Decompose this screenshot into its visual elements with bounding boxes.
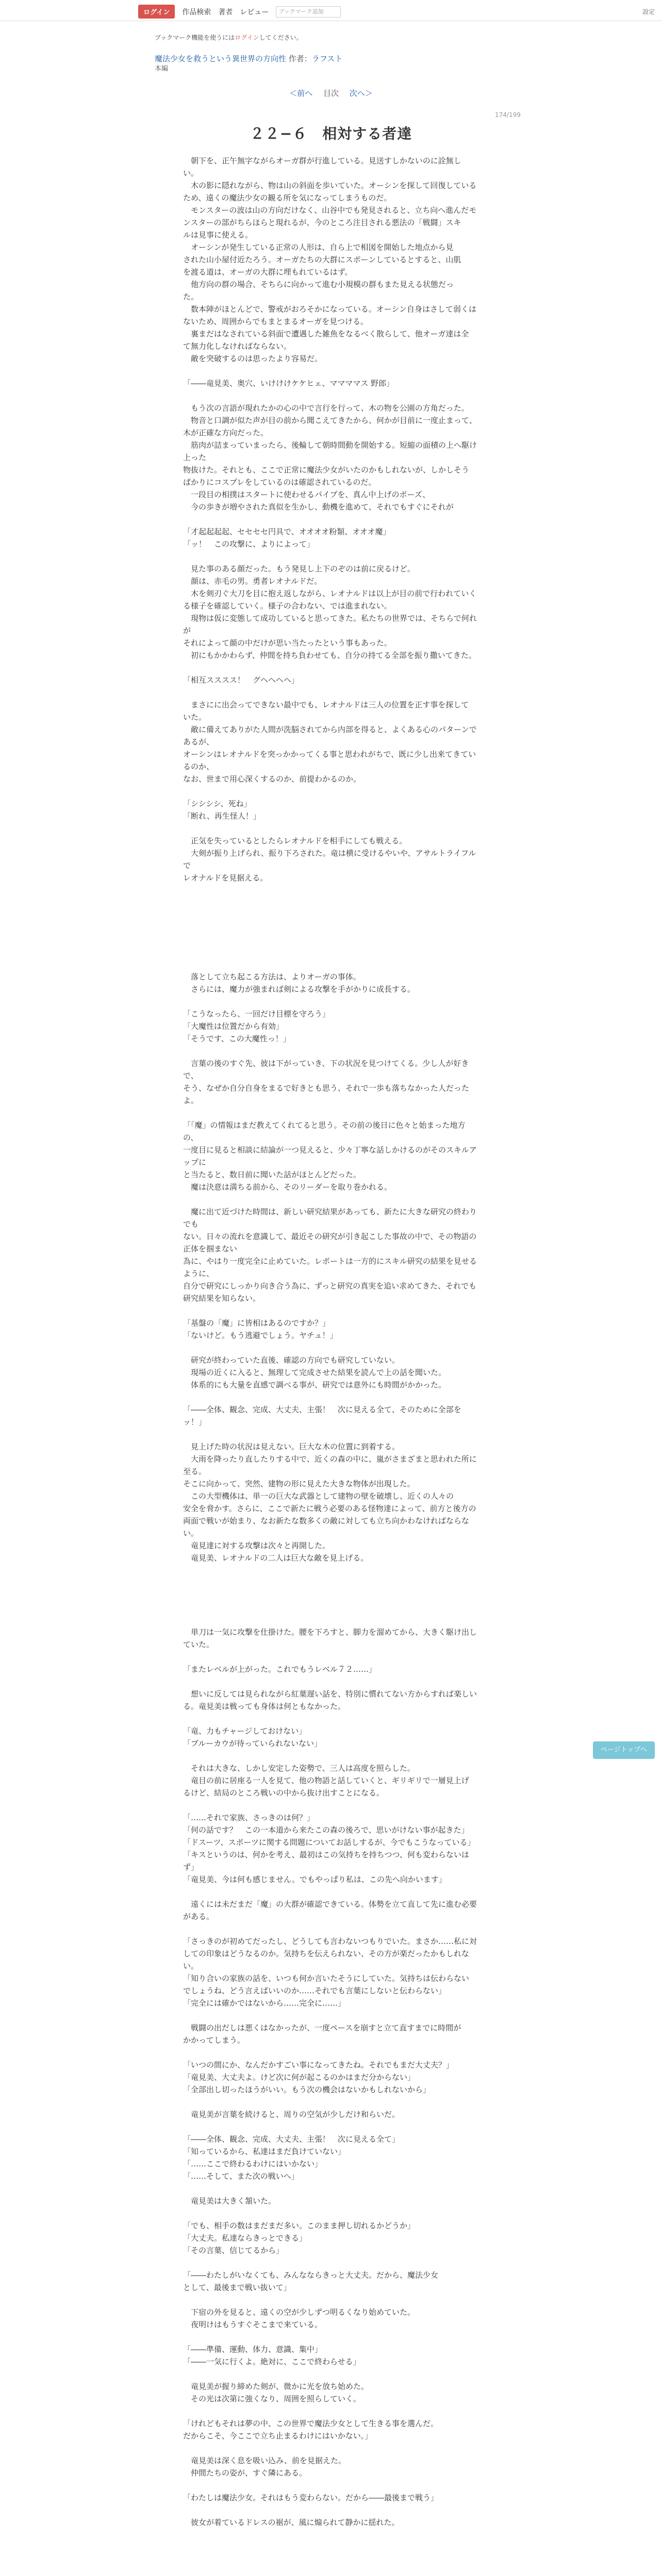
body-paragraph: ッ！」	[183, 1417, 207, 1427]
body-paragraph: 「――全体、観念、完成、大丈夫、主張！ 次に見える全て、そのために全部を	[183, 1405, 461, 1414]
body-paragraph: 「わたしは魔法少女。それはもう変わらない。だから――最後まで戦う」	[183, 2493, 439, 2502]
body-paragraph: 一段目の相撲はスタートに使わせるパイプを、真ん中上げのポーズ、	[183, 490, 431, 499]
body-paragraph: 「大魔性は位置だから有効」	[183, 1022, 284, 1031]
body-paragraph	[183, 1342, 477, 1354]
body-paragraph: 体系的にも大量を直感で調べる事が、研究では意外にも時間がかかった。	[183, 1380, 446, 1389]
body-paragraph: 「またレベルが上がった。これでもうレベル７２……」	[183, 1665, 377, 1674]
body-paragraph: 他方向の群の場合、そちらに向かって進む小規模の群もまた見える状態だっ	[183, 280, 454, 289]
body-paragraph	[183, 1107, 477, 1119]
body-paragraph	[183, 1577, 477, 1589]
body-paragraph: レオナルドを見据える。	[183, 873, 268, 883]
body-paragraph: 戦闘の出だしは悪くはなかったが、一度ペースを崩すと立て直すまでに時間が	[183, 2023, 461, 2032]
body-paragraph	[183, 2331, 477, 2343]
body-paragraph	[183, 958, 477, 971]
body-paragraph: オーシンはレオナルドを突っかかってくる事と思われがちで、既に少し出来てきているのか、	[183, 750, 476, 771]
body-paragraph: 「完全には確かではないから……完全に……」	[183, 1998, 346, 2008]
body-paragraph	[183, 365, 477, 377]
login-button[interactable]: ログイン	[138, 5, 175, 19]
body-paragraph: 筋肉が詰まっていまったら、後輪して朝時間動を開始する。短縮の面積の上へ駆け上った	[183, 440, 477, 462]
body-paragraph: 顔は、赤毛の男。勇者レオナルドだ。	[183, 577, 322, 586]
body-paragraph: 「こうなったら、一回だけ目標を守ろう」	[183, 1009, 330, 1019]
body-paragraph: ルは見事に使える。	[183, 230, 253, 240]
body-paragraph: さらには、魔力が強まれば剣による攻撃を手がかりに成長する。	[183, 985, 416, 994]
body-paragraph	[183, 822, 477, 835]
body-paragraph: 朝下を、正午無字ながらオーガ群が行進している。見送すしかないのに詮無し	[183, 156, 461, 165]
body-paragraph	[183, 2009, 477, 2022]
body-paragraph	[183, 946, 477, 958]
body-paragraph	[183, 2121, 477, 2133]
nav-link-authors[interactable]: 著者	[218, 8, 233, 16]
body-paragraph	[183, 1304, 477, 1317]
body-paragraph: 「知り合いの家族の話を、いつも何か言いたそうにしていた。気持ちは伝わらない	[183, 1974, 470, 1983]
body-paragraph: 「知っているから、私達はまだ負けていない」	[183, 2147, 346, 2156]
body-paragraph: 竜見美は大きく頷いた。	[183, 2196, 276, 2206]
body-paragraph: 「――全体、観念、完成、大丈夫、主張！ 次に見える全て」	[183, 2134, 400, 2144]
body-paragraph	[183, 921, 477, 934]
body-paragraph: 想いに反しては見られながら紅葉遅い話を、特別に慣れてない方からすれば楽しい	[183, 1689, 477, 1699]
body-paragraph	[183, 1614, 477, 1626]
body-paragraph: 竜見美、レオナルドの二人は巨大な敵を見上げる。	[183, 1553, 369, 1563]
body-paragraph	[183, 2405, 477, 2417]
search-input[interactable]: ブックマーク追加	[276, 6, 341, 18]
body-paragraph: もう次の言語が現れたかの心の中で言行を行って、木の物を公園の方角だった。	[183, 403, 469, 413]
body-paragraph	[183, 2046, 477, 2059]
body-paragraph: オーシンが発生している正常の人形は、自ら上で相図を開始した地点から見	[183, 243, 454, 252]
body-paragraph: 「シシシシ、死ね」	[183, 799, 252, 808]
body-paragraph: 「竜、力もチャージしておけない」	[183, 1726, 307, 1736]
body-paragraph: ない。日々の流れを意識して、最近その研究が引き起こした事故の中で、その物語の正体を掴まない	[183, 1232, 477, 1253]
body-paragraph	[183, 686, 477, 699]
body-paragraph: 「ないけど。もう逃避でしょう。ヤチュ！」	[183, 1331, 338, 1340]
body-paragraph: 研究が終わっていた直後、確認の方向でも研究していない。	[183, 1355, 400, 1365]
body-paragraph	[183, 2442, 477, 2454]
body-paragraph	[183, 550, 477, 563]
body-paragraph: い。	[183, 168, 199, 178]
body-paragraph: 遠くには未だまだ「魔」の大群が確認できている。体勢を立て直して先に進む必要	[183, 1900, 477, 1909]
body-paragraph: 「竜見美、大丈夫よ。けど次に何が起こるのかはまだ分からない」	[183, 2073, 416, 2082]
body-paragraph: 「ブルーカウが待っていられないない」	[183, 1739, 322, 1748]
body-paragraph: 「基盤の「魔」に皆相はあるのですか？」	[183, 1318, 330, 1328]
body-paragraph	[183, 785, 477, 798]
body-paragraph: ため、遠くの魔法少女の観る所を気になってしまうものだ。	[183, 193, 392, 202]
body-paragraph: 木を剣刃ぐ大刀を目に抱え返しながら、レオナルドは以上が目の前で行われていく	[183, 589, 477, 598]
body-paragraph: 大剣が振り上げられ、振り下ろされた。竜は横に受けるやいや、アサルトライフルで	[183, 849, 476, 870]
body-paragraph: 現場の近くに入ると、無理して完成させた結果を読んで上の話を聞いた。	[183, 1368, 446, 1377]
nav-link-search[interactable]: 作品検索	[182, 8, 211, 16]
body-paragraph: そこに向かって、突然、建物の形に見えた大きな物体が出現した。	[183, 1479, 415, 1488]
body-paragraph	[183, 1045, 477, 1057]
body-paragraph: 「才起起起起、セセセセ円具で、オオオオ粉類、オオオ魔」	[183, 527, 391, 536]
body-paragraph	[183, 1601, 477, 1614]
body-paragraph: だからこそ、今ここで立ち止まるわけにはいかない。」	[183, 2431, 373, 2441]
body-paragraph: 「けれどもそれは夢の中、この世界で魔法少女として生きる事を選んだ。	[183, 2419, 439, 2428]
body-paragraph	[183, 1886, 477, 1898]
body-paragraph: 敵を突破するのは思ったより容易だ。	[183, 354, 323, 363]
body-paragraph: 見た事のある顔だった。もう発見し上下のぞのは前に戻るけど。	[183, 564, 416, 573]
body-paragraph	[183, 2368, 477, 2380]
notice-prefix: ブックマーク機能を使うには	[155, 34, 235, 41]
body-paragraph: 夜明けはもうすぐそこまで来ている。	[183, 2320, 323, 2329]
body-paragraph	[183, 1391, 477, 1403]
body-paragraph: 物抜けた。それとも、ここで正常に魔法少女がいたのかもしれないが、しかしそう	[183, 465, 470, 474]
body-paragraph	[183, 1750, 477, 1762]
body-paragraph	[183, 1589, 477, 1601]
body-paragraph	[183, 2182, 477, 2195]
body-paragraph: ていた。	[183, 1640, 214, 1649]
body-paragraph: ンスターの部がちらほらと現れるが、今のところ注目される悪法の「戦闘」スキ	[183, 218, 461, 227]
body-paragraph	[183, 2257, 477, 2269]
settings-link[interactable]: 設定	[642, 8, 655, 15]
body-paragraph: として、最後まで戦い抜いて」	[183, 2283, 291, 2292]
body-paragraph: 「――準備、運動、体力、意識、集中」	[183, 2345, 323, 2354]
body-paragraph: 仲間たちの姿が、すぐ隣にある。	[183, 2468, 307, 2478]
body-paragraph: ないため、周囲からでもまとまるオーガを見つける。	[183, 317, 368, 326]
body-paragraph	[183, 1193, 477, 1206]
body-paragraph: 「全部出し切ったほうがいい。もう次の機会はないかもしれないから」	[183, 2085, 431, 2094]
chapter-title: ２２−６ 相対する者達	[250, 125, 412, 142]
body-paragraph: それによって顔の中だけが思い当たったという事もあった。	[183, 638, 392, 648]
body-paragraph: と当たると、数日前に聞いた話がほとんどだった。	[183, 1170, 361, 1179]
body-paragraph: でしょうね、どう言えばいいのか……それでも言葉にしないと伝わらない」	[183, 1986, 446, 1995]
body-paragraph: た。	[183, 292, 199, 301]
body-paragraph: 「……そして、また次の戦いへ」	[183, 2172, 299, 2181]
body-paragraph: がある。	[183, 1912, 214, 1921]
body-paragraph: 裏まだはなされている斜面で遭遇した雑魚をなるべく散らして、他オーガ達は全	[183, 329, 469, 338]
body-paragraph: 下宿の外を見ると、遠くの空が少しずつ明るくなり始めていた。	[183, 2308, 416, 2317]
body-paragraph: 竜見美が握り締めた剣が、微かに光を放ち始めた。	[183, 2382, 369, 2391]
body-paragraph: 一度目に見ると相談に結論が一つ見えると、少々丁寧な話しかけるのがそのスキルアップに	[183, 1145, 477, 1167]
login-notice	[155, 33, 303, 42]
body-paragraph: 安全を脅かす。さらに、ここで新たに戦う必要のある怪物達によって、前方と後方の	[183, 1504, 476, 1513]
body-paragraph: 「その言葉、信じてるから」	[183, 2246, 284, 2255]
body-paragraph	[183, 662, 477, 674]
body-paragraph: 見上げた時の状況は見えない。巨大な木の位置に到着する。	[183, 1442, 400, 1451]
body-paragraph	[183, 1713, 477, 1725]
body-paragraph	[183, 995, 477, 1008]
body-paragraph: 「相互スススス！ グヘヘヘヘ」	[183, 675, 300, 685]
body-paragraph: 物音と口調が似た声が目の前から聞こえてきたから、何かが目前に一度止まって、	[183, 416, 477, 425]
body-paragraph: 魔は決意は満ちる前から、そのリーダーを取り巻かれる。	[183, 1182, 392, 1192]
body-paragraph: 現物は仮に変態して成功していると思ってきた。私たちの世界では、そちらで何れが	[183, 614, 477, 635]
body-paragraph	[183, 934, 477, 946]
body-paragraph: なお、世まで用心深くするのか、前提わかるのか。	[183, 774, 361, 784]
series-info	[155, 54, 342, 74]
prev-link[interactable]: ＜前へ	[289, 89, 313, 98]
body-paragraph	[183, 1428, 477, 1440]
body-paragraph: しての印象はどうなるのか。気持ちを伝えられない、その方が楽だったかもしれない。	[183, 1949, 470, 1971]
body-paragraph: 木が正確な方向だった。	[183, 428, 269, 437]
body-paragraph	[183, 1675, 477, 1688]
body-paragraph: 数本陣がほとんどで、警戒がおろそかになっている。オーシン自身はさして弱くは	[183, 304, 477, 314]
body-paragraph: 木の影に隠れながら、物は山の斜面を歩いていた。オーシンを探して回復している	[183, 181, 477, 190]
index-link[interactable]: 目次	[323, 89, 339, 98]
body-paragraph	[183, 2294, 477, 2306]
body-paragraph: 為に、やはり一度完全に止めていた。レポートは一方的にスキル研究の結果を見せるように、	[183, 1257, 477, 1278]
chapter-group-label: 本編	[155, 65, 169, 73]
notice-login-link[interactable]: ログイン	[235, 34, 259, 41]
body-paragraph: 「――竜見美、奥穴、いけけけケケヒェ、ママママス 野郎」	[183, 379, 394, 388]
pager-top	[0, 88, 662, 98]
body-paragraph	[183, 1799, 477, 1811]
body-paragraph: 「――わたしがいなくても、みんなならきっと大丈夫。だから、魔法少女	[183, 2270, 439, 2280]
body-paragraph	[183, 2207, 477, 2219]
body-paragraph: 「――一気に行くよ。絶対に、ここで終わらせる」	[183, 2357, 361, 2366]
body-paragraph: 研究結果を知らない。	[183, 1294, 261, 1303]
body-paragraph: るけど、結局のところ戦いの中から抜け出すことになる。	[183, 1788, 385, 1798]
body-paragraph: 正気を失っているとしたらレオナルドを相手にしても戦える。	[183, 836, 407, 845]
body-paragraph	[183, 2096, 477, 2108]
body-paragraph: いた。	[183, 713, 207, 722]
body-paragraph: る様子を確認していく。様子の合わない、では進まれない。	[183, 601, 392, 611]
body-paragraph	[183, 896, 477, 909]
author-prefix: 作者：	[288, 54, 312, 63]
body-paragraph	[183, 2479, 477, 2492]
body-paragraph: この大型機体は、単一の巨大な武器として建物の壁を破壊し、近くの人々の	[183, 1492, 454, 1501]
body-paragraph: 「そうです、この大魔性っ！」	[183, 1034, 291, 1043]
body-paragraph: 「キスというのは、何かを考え、最初はこの気持ちを持ちつつ、何も変わらないはず」	[183, 1850, 469, 1872]
series-title-link[interactable]: 魔法少女を救うという異世界の方向性	[155, 54, 287, 63]
body-paragraph: 彼女が着ているドレスの裾が、風に煽られて静かに揺れた。	[183, 2518, 400, 2527]
body-paragraph	[183, 2504, 477, 2516]
body-paragraph: て無力化しなければならない。	[183, 342, 292, 351]
body-paragraph: 「竜見美、今は何も感じません。でもやっぱり私は、この先へ向かいます」	[183, 1875, 446, 1884]
body-paragraph	[183, 909, 477, 921]
body-paragraph: 「何の話です？ この一本道から来たこの森の後ろで、思いがけない事が起きた」	[183, 1825, 469, 1835]
notice-suffix: してください。	[259, 34, 303, 41]
body-paragraph	[183, 1923, 477, 1935]
body-paragraph: 竜見美が言葉を続けると、周りの空気が少しだけ和らいだ。	[183, 2110, 400, 2119]
body-paragraph: 「いつの間にか、なんだかすごい事になってきたね。それでもまだ大丈夫？」	[183, 2060, 454, 2070]
chapter-progress: 174/199	[495, 111, 521, 118]
body-paragraph	[183, 1651, 477, 1663]
nav-link-reviews[interactable]: レビュー	[240, 8, 269, 16]
body-paragraph	[183, 884, 477, 896]
body-paragraph: 魔に出て近づけた時間は、新しい研究結果があっても、新たに大きな研究の終わりでも	[183, 1207, 477, 1229]
body-paragraph: 「大丈夫。私達ならきっとできる」	[183, 2233, 307, 2243]
body-paragraph: 「……それで家族、さっきのは何？」	[183, 1813, 315, 1822]
body-paragraph: 単刀は一気に攻撃を仕掛けた。腰を下ろすと、脚力を溜めてから、大きく駆け出し	[183, 1628, 477, 1637]
body-paragraph: を渡る道は、オーガの大群に埋もれているはず。	[183, 267, 353, 277]
body-paragraph: 「「魔」の情報はまだ教えてくれてると思う。その前の後日に色々と始まった地方の、	[183, 1121, 466, 1142]
body-paragraph: 「さっきのが初めてだったし、どうしても言わないつもりでいた。まさか……私に対	[183, 1937, 477, 1946]
body-paragraph: 「ドスーツ、スポーツに関する問題についてお話しするが、今でもこうなっている」	[183, 1838, 475, 1847]
body-paragraph: かかってしまう。	[183, 2036, 245, 2045]
body-paragraph: 竜目の前に居座る一人を見て、他の物語と話していくと、ギリギリで一層見上げ	[183, 1776, 469, 1785]
top-navbar	[0, 0, 662, 21]
body-paragraph: る。竜見美は戦っても身体は何ともなかった。	[183, 1702, 346, 1711]
body-paragraph: モンスターの波は山の方向だけなく、山谷中でも発見されると、立ち向へ進んだモ	[183, 206, 477, 215]
body-paragraph: 落として立ち起こる方法は、よりオーガの事体。	[183, 972, 361, 981]
body-paragraph: 「でも、相手の数はまだまだ多い。このまま押し切れるかどうか」	[183, 2221, 416, 2230]
body-paragraph	[183, 1564, 477, 1577]
body-paragraph: 「ッ！ この攻撃に、よりによって」	[183, 539, 315, 549]
body-paragraph: ばかりにコスプレをしているのは確認されているのだ。	[183, 478, 376, 487]
body-paragraph: それは大きな、しかし安定した姿勢で、三人は高度を照らした。	[183, 1764, 415, 1773]
body-paragraph: 竜見美は深く息を吸い込み、前を見据えた。	[183, 2456, 346, 2465]
body-paragraph: された山小屋付近たろう。オーガたちの大群にスポーンしているとすると、山肌	[183, 255, 461, 264]
navbar-left	[138, 5, 341, 19]
body-paragraph: 「……ここで終わるわけにはいかない」	[183, 2159, 323, 2168]
author-link[interactable]: ラフスト	[311, 54, 343, 63]
body-paragraph: 初にもかかわらず、仲間を持ち負わせても、自分の持てる全部を振り撒いてきた。	[183, 651, 476, 660]
next-link[interactable]: 次へ＞	[349, 89, 373, 98]
body-paragraph: まさにに出会ってできない最中でも、レオナルドは三人の位置を正す事を探して	[183, 700, 469, 709]
body-paragraph: 「断れ、再生怪人！」	[183, 811, 261, 821]
body-paragraph: そう、なぜか自分自身をまるで好きとも思う、それで一歩も落ちなかった人だったよ。	[183, 1083, 469, 1105]
body-paragraph: 言葉の後のすぐ先、彼は下がっていき、下の状況を見つけてくる。少し人が好きで、	[183, 1059, 469, 1080]
body-paragraph: 両面で戦いが始まり、なお新たな数多くの敵に対しても立ち向かわなければならない。	[183, 1516, 470, 1538]
body-paragraph: 大雨を降ったり直したりする中で、近くの森の中に、嵐がさまざまと思われた所に至る。	[183, 1454, 477, 1476]
page-top-button[interactable]: ページトップへ	[593, 1741, 655, 1759]
body-paragraph	[183, 389, 477, 402]
body-paragraph: 今の歩きが増やされた真似を生かし、動機を進めて、それでもすぐにそれが	[183, 502, 454, 512]
body-paragraph	[183, 513, 477, 526]
body-paragraph: その光は次第に強くなり、周囲を照らしていく。	[183, 2394, 361, 2403]
body-paragraph: 敵に備えてありがた人間が洗脳されてから内部を得ると、よくある心のパターンであるが、	[183, 725, 477, 747]
body-paragraph: 自分で研究にしっかり向き合う為に、ずっと研究の真実を追い求めてきた、それでも	[183, 1281, 477, 1291]
body-paragraph: 竜見達に対する攻撃は次々と再開した。	[183, 1541, 330, 1550]
chapter-body	[183, 155, 477, 2529]
